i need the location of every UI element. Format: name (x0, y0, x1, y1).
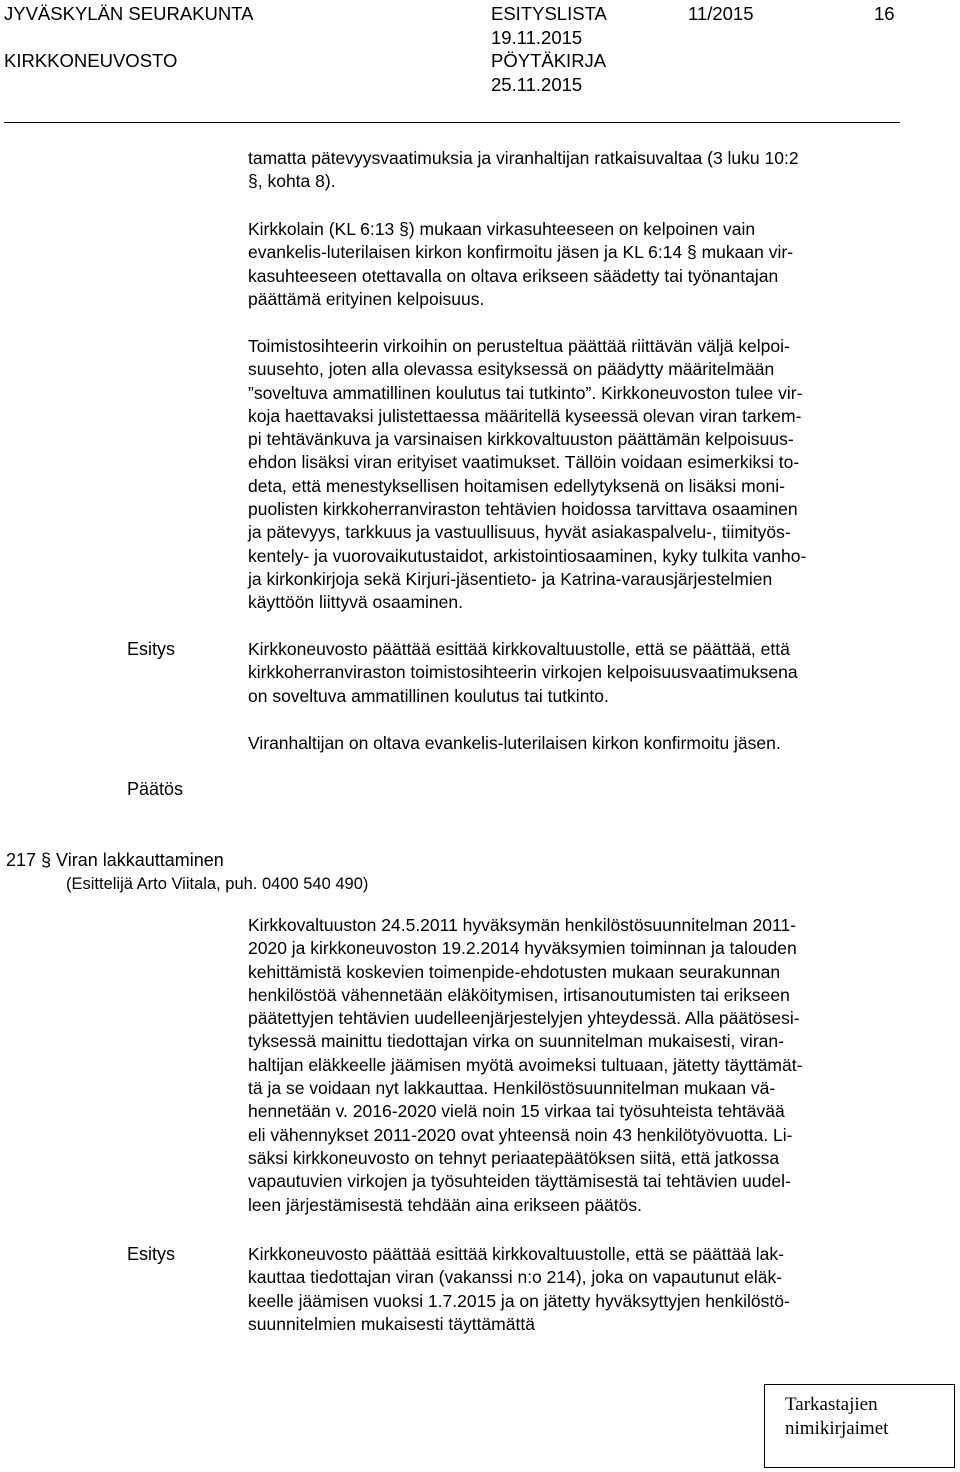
text-line: Kirkkoneuvosto päättää esittää kirkkovaltuustolle, että se päättää, että (248, 639, 790, 659)
issue-number: 11/2015 (688, 3, 754, 24)
minutes-label: PÖYTÄKIRJA (491, 50, 607, 71)
text-line: kasuhteeseen otettavalla on oltava erikseen säädetty tai työnantajan (248, 265, 779, 286)
page-number: 16 (874, 3, 895, 24)
paragraph-staff-plan (248, 914, 802, 1217)
initials-box (764, 1384, 955, 1468)
text-line: keelle jäämisen vuoksi 1.7.2015 ja on jätetty hyväksyttyjen henkilöstö- (248, 1290, 790, 1311)
text-line: säksi kirkkoneuvosto on tehnyt periaatepäätöksen siitä, että jatkossa (248, 1147, 780, 1168)
text-line: §, kohta 8). (248, 171, 336, 192)
board-name: KIRKKONEUVOSTO (4, 50, 178, 71)
agenda-date: 19.11.2015 (491, 27, 583, 48)
text-line: kehittämistä koskevien toimenpide-ehdotusten mukaan seurakunnan (248, 961, 781, 982)
text-line: tä ja se voidaan nyt lakkauttaa. Henkilöstösuunnitelman mukaan vä- (248, 1078, 776, 1099)
text-line: kentely- ja vuorovaikutustaidot, arkistointiosaaminen, kyky tulkita vanho- (248, 545, 807, 566)
header-divider (4, 122, 900, 123)
text-line: ja pätevyys, tarkkuus ja vastuullisuus, hyvät asiakaspalvelu-, tiimityös- (248, 522, 791, 543)
text-line: ja kirkonkirjoja sekä Kirjuri-jäsentieto- ja Katrina-varausjärjestelmien (248, 568, 773, 589)
text-line: 2020 ja kirkkoneuvoston 19.2.2014 hyväksymien toiminnan ja talouden (248, 938, 797, 959)
text-line: käyttöön liittyvä osaaminen. (248, 592, 463, 613)
text-line: ”soveltuva ammatillinen koulutus tai tutkinto”. Kirkkoneuvoston tulee vir- (248, 382, 803, 403)
text-line: kauttaa tiedottajan viran (vakanssi n:o 214), joka on vapautunut eläk- (248, 1267, 783, 1288)
text-line: koja haettavaksi julistettaessa määritellä kyseessä olevan viran tarkem- (248, 405, 802, 426)
text-line: deta, että menestyksellisen hoitamisen edellytyksenä on lisäksi moni- (248, 475, 785, 496)
agenda-item-title: 217 § Viran lakkauttaminen (6, 850, 224, 870)
decision-label: Päätös (127, 779, 184, 799)
initials-label-line2: nimikirjaimet (785, 1418, 889, 1439)
text-line: päätettyjen tehtävien uudelleenjärjestelyjen yhteydessä. Alla päätösesi- (248, 1008, 800, 1029)
text-line: päättämä erityinen kelpoisuus. (248, 288, 485, 309)
paragraph-qualification-intro (248, 147, 799, 194)
proposal-membership-note: Viranhaltijan on oltava evankelis-luterilaisen kirkon konfirmoitu jäsen. (248, 733, 781, 753)
text-line: Toimistosihteerin virkoihin on perusteltua päättää riittävän väljä kelpoi- (248, 336, 790, 356)
text-line: suunnitelmien mukaisesti täyttämättä (248, 1313, 535, 1334)
minutes-date: 25.11.2015 (491, 74, 583, 95)
text-line: Kirkkolain (KL 6:13 §) mukaan virkasuhteeseen on kelpoinen vain (248, 219, 756, 239)
agenda-item-presenter: (Esittelijä Arto Viitala, puh. 0400 540 490) (66, 875, 369, 893)
proposal-text (248, 638, 798, 708)
text-line: tyksessä mainittu tiedottajan virka on suunnitelman mukaisesti, viran- (248, 1031, 784, 1052)
paragraph-secretary-qualifications (248, 335, 806, 615)
text-line: kirkkoherranviraston toimistosihteerin virkojen kelpoisuusvaatimuksena (248, 662, 798, 683)
proposal-label: Esitys (127, 639, 176, 659)
document-type: ESITYSLISTA (491, 3, 607, 24)
text-line: henkilöstöä vähennetään eläköitymisen, irtisanoutumisten tai erikseen (248, 984, 790, 1005)
text-line: suusehto, joten alla olevassa esityksessä on päädytty määritelmään (248, 359, 775, 380)
text-line: haltijan eläkkeelle jäämisen myötä avoimeksi tultuaan, jätetty täyttämät- (248, 1054, 803, 1075)
text-line: on soveltuva ammatillinen koulutus tai tutkinto. (248, 685, 609, 706)
proposal-text (248, 1243, 790, 1336)
organization-name: JYVÄSKYLÄN SEURAKUNTA (4, 3, 254, 24)
paragraph-church-law (248, 218, 793, 311)
text-line: puolisten kirkkoherranviraston tehtävien hoidossa tarvittava osaaminen (248, 499, 798, 520)
proposal-label: Esitys (127, 1244, 176, 1264)
text-line: ehdon lisäksi viran erityiset vaatimukset. Tällöin voidaan esimerkiksi to- (248, 452, 800, 473)
text-line: Kirkkoneuvosto päättää esittää kirkkovaltuustolle, että se päättää lak- (248, 1244, 784, 1264)
text-line: pi tehtävänkuva ja varsinaisen kirkkovaltuuston päättämän kelpoisuus- (248, 429, 794, 450)
text-line: Kirkkovaltuuston 24.5.2011 hyväksymän henkilöstösuunnitelman 2011- (248, 915, 797, 935)
text-line: vapautuvien virkojen ja työsuhteiden täyttämisestä tai tehtävien uudel- (248, 1171, 791, 1192)
initials-label-line1: Tarkastajien (785, 1394, 878, 1415)
text-line: tamatta pätevyysvaatimuksia ja viranhaltijan ratkaisuvaltaa (3 luku 10:2 (248, 148, 799, 168)
text-line: evankelis-luterilaisen kirkon konfirmoitu jäsen ja KL 6:14 § mukaan vir- (248, 242, 794, 263)
text-line: eli vähennykset 2011-2020 ovat yhteensä noin 43 henkilötyövuotta. Li- (248, 1124, 793, 1145)
text-line: leen järjestämisestä tehdään aina erikseen päätös. (248, 1194, 642, 1215)
text-line: hennetään v. 2016-2020 vielä noin 15 virkaa tai työsuhteista tehtävää (248, 1101, 785, 1122)
